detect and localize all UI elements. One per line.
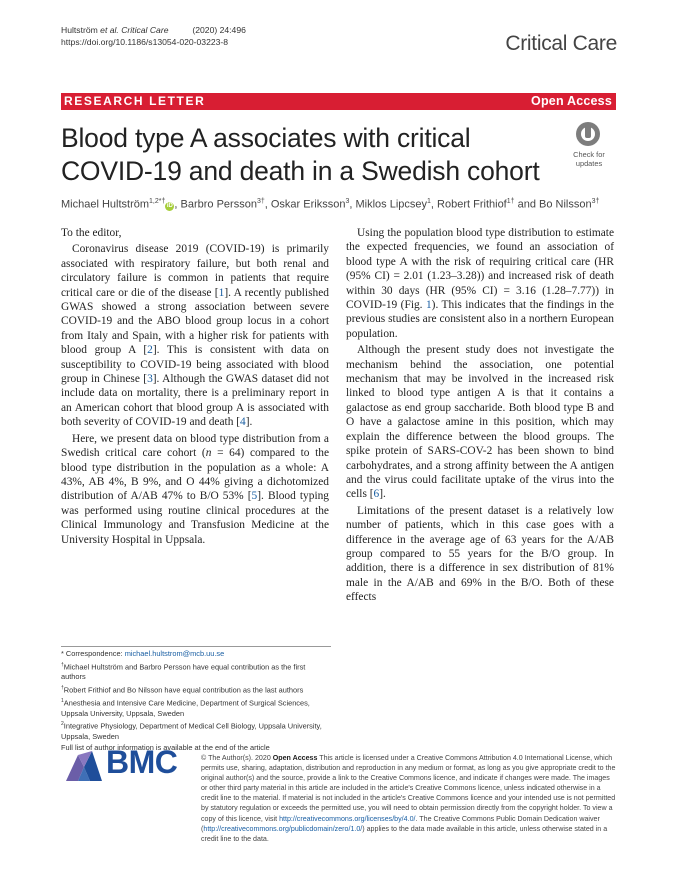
affiliation-2: $^2$Integrative Physiology, Department of Medical Cell Biology, Uppsala University, Uppsala, Sweden (61, 721, 322, 742)
check-updates-icon (576, 122, 600, 146)
citation-journal: Critical Care (121, 25, 169, 35)
author-name[interactable]: Michael Hultström (61, 198, 150, 211)
public-domain-link[interactable]: http://creativecommons.org/publicdomain/zero/1.0/ (203, 824, 363, 833)
doi-link[interactable]: https://doi.org/10.1186/s13054-020-03223-8 (61, 37, 229, 47)
affiliation-1: $^1$Anesthesia and Intensive Care Medicine, Department of Surgical Sciences, Uppsala University, Uppsala, Sweden (61, 697, 310, 718)
open-access-label: Open Access (531, 94, 612, 108)
figure-link[interactable]: 1 (425, 299, 432, 312)
body-column-right (346, 226, 614, 605)
author-info-note: Full list of author information is available at the end of the article (61, 742, 270, 752)
paragraph: Limitations of the present dataset is a relatively low number of patients, which in this case goes with a difference in the average age of 63 years for the A/AB group compared to 55 years for the B/O group. In addition, there is a difference in sex distribution of 81% male in the A/AB and 69% in the B/O. Both of these effects (346, 504, 614, 604)
paragraph: Although the present study does not investigate the mechanism behind the association, one potential mechanism that may be involved in the increased risk linked to blood type antigen A is that it contains a galactose as end group saccharide. Both blood type B and O have a galactose amine in this position, which may explain the difference between the blood groups. The spike protein of SARS-COV-2 has been shown to bind carbohydrates, and a strong affinity between the A antigen and the virus could facilitate uptake of the virus into the cells [6]. (346, 344, 614, 501)
author-affiliation: 3† (256, 198, 265, 205)
check-updates-line2: updates (575, 159, 603, 168)
bmc-wordmark: BMC (106, 744, 178, 780)
citation-etal: et al. (100, 25, 119, 35)
author-affiliation: 3 (345, 198, 350, 205)
footnotes (61, 649, 331, 753)
author-name[interactable]: Oskar Eriksson (270, 198, 346, 211)
citation-link[interactable]: 3 (147, 373, 153, 386)
author-name[interactable]: Robert Frithiof (437, 198, 507, 211)
paragraph: Coronavirus disease 2019 (COVID-19) is primarily associated with respiratory failure, but both renal and circulatory failure is common in patients that require critical care or die of the disease [1]. A recently published GWAS showed a strong association between severe COVID-19 and the ABO blood group locus in a cohort from Italy and Spain, with a higher risk for patients with blood group A [2]. This is consistent with data on susceptibility to COVID-19 being associated with blood group in Chinese [3]. Although the GWAS dataset did not include data on mortality, there is a preliminary report in an American cohort that blood group A is associated with both severity of COVID-19 and death [4]. (61, 243, 329, 429)
author-name[interactable]: Miklos Lipcsey (355, 198, 428, 211)
license-text: © The Author(s). 2020 Open Access This article is licensed under a Creative Commons Attribution 4.0 International License, which permits use, sharing, adaptation, distribution and reproduction in any medium or format, as long as you give appropriate credit to the original author(s) and the source, provide a link to the Creative Commons licence, and indicate if changes were made. The images or other third party material in this article are included in the article's Creative Commons licence, unless indicated otherwise in a credit line to the material. If material is not included in the article's Creative Commons licence and your intended use is not permitted by statutory regulation or exceeds the permitted use, you will need to obtain permission directly from the copyright holder. To view a copy of this licence, visit http://creativecommons.org/licenses/by/4.0/. The Creative Commons Public Domain Dedication waiver (http://creativecommons.org/publicdomain/zero/1.0/) applies to the data made available in this article, unless otherwise stated in a credit line to the data. (201, 754, 616, 843)
article-type-banner (61, 93, 616, 110)
citation-link[interactable]: 5 (251, 490, 258, 503)
salutation: To the editor, (61, 227, 122, 239)
article-type: RESEARCH LETTER (64, 94, 206, 108)
bmc-logo (66, 744, 188, 781)
license-link[interactable]: http://creativecommons.org/licenses/by/4.0/ (279, 814, 416, 823)
citation-link[interactable]: 2 (147, 344, 153, 357)
equal-contribution-first: †Michael Hultström and Barbro Persson have equal contribution as the first authors (61, 661, 306, 682)
citation-link[interactable]: 1 (218, 286, 225, 299)
footnote-divider (61, 646, 331, 647)
correspondence-email[interactable]: michael.hultstrom@mcb.uu.se (124, 649, 225, 658)
author-name[interactable]: Barbro Persson (180, 198, 257, 211)
author-affiliation: 1 (427, 198, 431, 205)
article-title: Blood type A associates with critical COVID-19 and death in a Swedish cohort (61, 123, 540, 186)
journal-name: Critical Care (505, 32, 617, 55)
bmc-logo-icon (66, 747, 102, 781)
citation-link[interactable]: 4 (240, 416, 246, 429)
correspondence: * Correspondence: michael.hultstrom@mcb.uu.se (61, 649, 225, 658)
citation-block (61, 24, 246, 48)
equal-contribution-last: †Robert Frithiof and Bo Nilsson have equal contribution as the last authors (61, 684, 304, 695)
author-affiliation: 3† (591, 198, 600, 205)
author-affiliation: 1† (506, 198, 515, 205)
paragraph: Here, we present data on blood type distribution from a Swedish critical care cohort (n = 64) compared to the blood type distribution in the population as a whole: A 43%, AB 4%, B 9%, and O 44% giving a dichotomized distribution of A/AB 47% to B/O 53% [5]. Blood typing was performed using routine clinical procedures at the Clinical Immunology and Transfusion Medicine at the University Hospital in Uppsala. (61, 432, 330, 546)
citation-line (61, 24, 246, 36)
citation-author: Hultström (61, 25, 98, 35)
check-updates-line1: Check for (573, 150, 605, 159)
author-name[interactable]: Bo Nilsson (539, 198, 592, 211)
check-for-updates-badge[interactable] (563, 122, 615, 172)
orcid-icon[interactable]: iD (166, 202, 173, 209)
author-list: Michael Hultström$^{1,2*\dagger}$iD , Barbro Persson$^{3\dagger}$, Oskar Eriksson$^3$, Miklos Lipcsey$^1$, Robert Frithiof$^{1\dagger}$ and Bo Nilsson$^{3\dagger}$ (61, 198, 600, 211)
body-column-left (61, 226, 329, 547)
paragraph: Using the population blood type distribution to estimate the expected frequencies, we found an association of blood type A with the risk of requiring critical care (HR (95% CI) = 2.01 (1.23–3.28)) and increased risk of death within 30 days (HR (95% CI) = 3.16 (1.28–7.77)) in COVID-19 (Fig. 1). This indicates that the findings in the previous studies are consistent also in a northern European population. (346, 227, 614, 340)
citation-link[interactable]: 6 (373, 488, 380, 501)
citation-volume: (2020) 24:496 (192, 25, 246, 35)
author-affiliation: 1,2*† (149, 198, 166, 205)
